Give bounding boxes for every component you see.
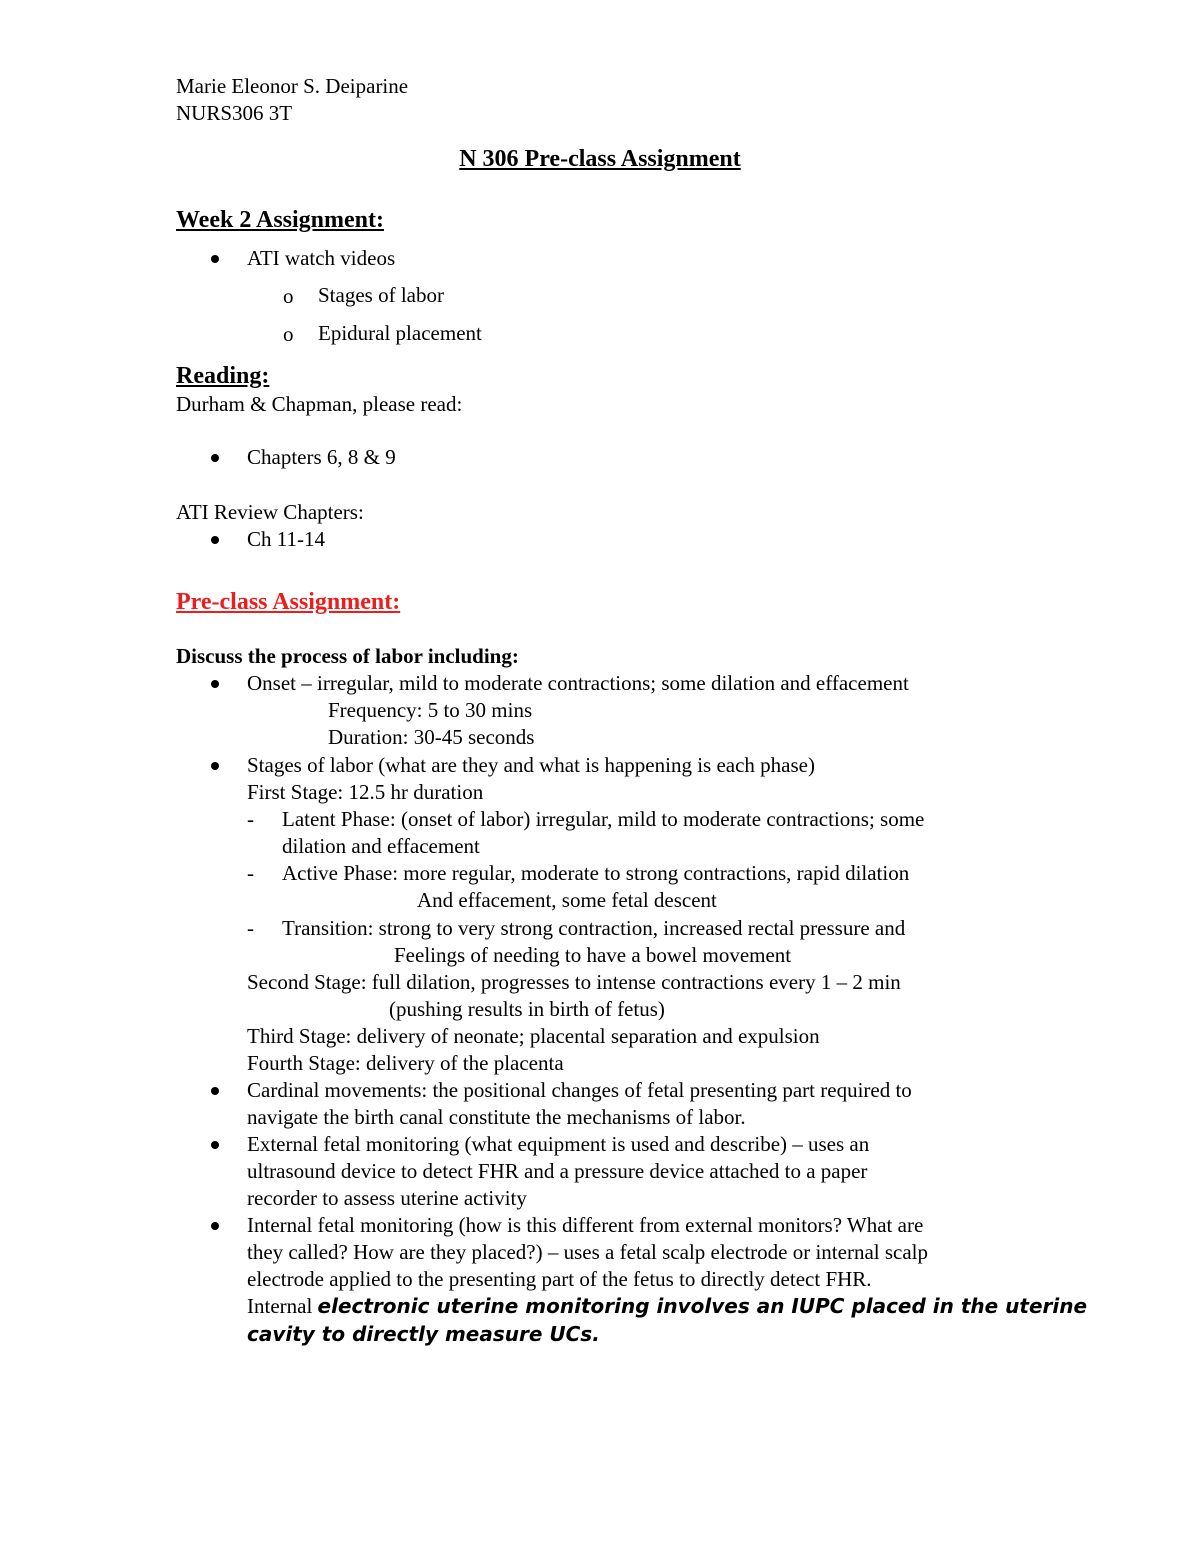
frequency-text: Frequency: 5 to 30 mins bbox=[328, 698, 533, 722]
iupc-emphasis: electronic uterine monitoring involves an IUPC placed in the uterine bbox=[317, 1294, 1088, 1318]
onset-text: Onset – irregular, mild to moderate contractions; some dilation and effacement bbox=[247, 671, 909, 695]
active-phase-text-cont: And effacement, some fetal descent bbox=[417, 888, 717, 912]
bullet-icon bbox=[211, 680, 219, 688]
week-heading: Week 2 Assignment: bbox=[176, 207, 385, 233]
ati-review-chapters: Ch 11-14 bbox=[247, 527, 325, 551]
duration-text: Duration: 30-45 seconds bbox=[328, 725, 535, 749]
ati-review-label: ATI Review Chapters: bbox=[176, 500, 364, 524]
internal-monitoring-text: Internal fetal monitoring (how is this different from external monitors? What are bbox=[247, 1213, 924, 1237]
discuss-prompt: Discuss the process of labor including: bbox=[176, 644, 519, 668]
bullet-icon bbox=[211, 454, 219, 462]
circle-bullet-icon: o bbox=[283, 284, 294, 308]
external-monitoring-text: External fetal monitoring (what equipment is used and describe) – uses an bbox=[247, 1132, 870, 1156]
stages-text: Stages of labor (what are they and what is happening is each phase) bbox=[247, 753, 815, 777]
fourth-stage-text: Fourth Stage: delivery of the placenta bbox=[247, 1051, 564, 1075]
bullet-icon bbox=[211, 762, 219, 770]
dash-marker: - bbox=[247, 807, 254, 831]
transition-text-cont: Feelings of needing to have a bowel movement bbox=[394, 943, 792, 967]
reading-heading: Reading: bbox=[176, 363, 270, 389]
second-stage-text: Second Stage: full dilation, progresses to intense contractions every 1 – 2 min bbox=[247, 970, 901, 994]
course-code: NURS306 3T bbox=[176, 101, 293, 125]
second-stage-text-cont: (pushing results in birth of fetus) bbox=[389, 997, 665, 1021]
preclass-heading: Pre-class Assignment: bbox=[176, 589, 401, 615]
internal-label: Internal bbox=[247, 1294, 318, 1318]
first-stage-text: First Stage: 12.5 hr duration bbox=[247, 780, 484, 804]
active-phase-text: Active Phase: more regular, moderate to strong contractions, rapid dilation bbox=[282, 861, 910, 885]
reading-intro: Durham & Chapman, please read: bbox=[176, 392, 463, 416]
dash-marker: - bbox=[247, 861, 254, 885]
reading-chapters: Chapters 6, 8 & 9 bbox=[247, 445, 396, 469]
latent-phase-text-cont: dilation and effacement bbox=[282, 834, 480, 858]
latent-phase-text: Latent Phase: (onset of labor) irregular, mild to moderate contractions; some bbox=[282, 807, 925, 831]
bullet-icon bbox=[211, 255, 219, 263]
week-item: ATI watch videos bbox=[247, 246, 396, 270]
bullet-icon bbox=[211, 1222, 219, 1230]
external-monitoring-text-cont: ultrasound device to detect FHR and a pressure device attached to a paper bbox=[247, 1159, 868, 1183]
cardinal-text-cont: navigate the birth canal constitute the mechanisms of labor. bbox=[247, 1105, 746, 1129]
dash-marker: - bbox=[247, 916, 254, 940]
circle-bullet-icon: o bbox=[283, 322, 294, 346]
third-stage-text: Third Stage: delivery of neonate; placental separation and expulsion bbox=[247, 1024, 820, 1048]
internal-monitoring-text-cont: electrode applied to the presenting part of the fetus to directly detect FHR. bbox=[247, 1267, 872, 1291]
external-monitoring-text-cont: recorder to assess uterine activity bbox=[247, 1186, 527, 1210]
transition-text: Transition: strong to very strong contraction, increased rectal pressure and bbox=[282, 916, 906, 940]
week-sub-item: Stages of labor bbox=[318, 283, 444, 307]
bullet-icon bbox=[211, 1141, 219, 1149]
internal-monitoring-text-cont bbox=[247, 1296, 1087, 1317]
bullet-icon bbox=[211, 1087, 219, 1095]
page-title: N 306 Pre-class Assignment bbox=[459, 146, 741, 172]
cardinal-text: Cardinal movements: the positional changes of fetal presenting part required to bbox=[247, 1078, 912, 1102]
week-sub-item: Epidural placement bbox=[318, 321, 482, 345]
student-name: Marie Eleonor S. Deiparine bbox=[176, 74, 409, 98]
iupc-emphasis-cont: cavity to directly measure UCs. bbox=[247, 1322, 600, 1346]
bullet-icon bbox=[211, 536, 219, 544]
internal-monitoring-text-cont: they called? How are they placed?) – uses a fetal scalp electrode or internal scalp bbox=[247, 1240, 929, 1264]
